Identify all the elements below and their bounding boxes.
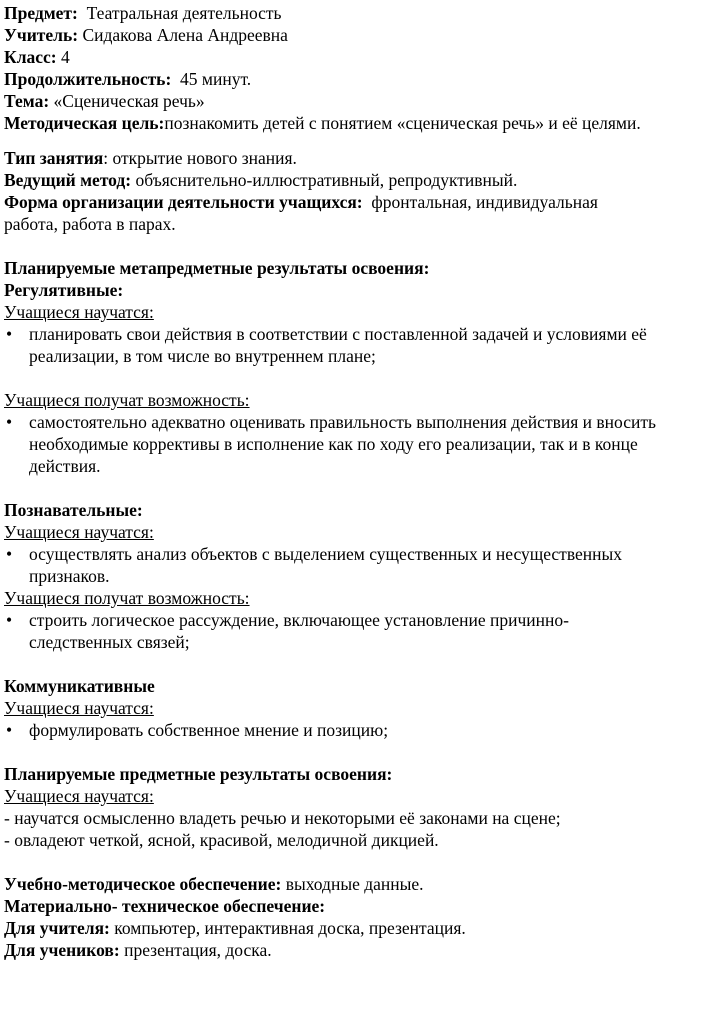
list-item-line: планировать свои действия в соответствии с поставленной задачей и условиями её: [29, 324, 647, 344]
methodical-provision-line: [4, 873, 704, 895]
form-value: фронтальная, индивидуальная: [371, 192, 598, 212]
bullet: •: [6, 412, 13, 432]
regulatory-title: Регулятивные:: [4, 280, 124, 300]
subject-results-title: Планируемые предметные результаты освоения:: [4, 764, 393, 784]
list-item-line: осуществлять анализ объектов с выделением существенных и несущественных: [29, 544, 622, 564]
cognitive-title: Познавательные:: [4, 500, 143, 520]
list-item-line: формулировать собственное мнение и позицию;: [29, 720, 389, 740]
students-provision-label: Для учеников:: [4, 940, 120, 960]
list-item: [4, 543, 704, 587]
topic-line: [4, 90, 704, 112]
goal-label: Методическая цель:: [4, 113, 165, 133]
subject-value: Театральная деятельность: [86, 3, 282, 23]
list-item-line: строить логическое рассуждение, включающее установление причинно-: [29, 610, 569, 630]
goal-value: познакомить детей с понятием «сценическая речь» и её целями.: [164, 113, 641, 133]
students-provision-line: [4, 939, 704, 961]
teacher-provision-label: Для учителя:: [4, 918, 110, 938]
bullet: •: [6, 720, 13, 740]
form-label: Форма организации деятельности учащихся:: [4, 192, 363, 212]
regulatory-learn-label: Учащиеся научатся:: [4, 302, 154, 322]
subject-results-learn-label: Учащиеся научатся:: [4, 786, 154, 806]
list-item: [4, 411, 704, 477]
goal-line: [4, 112, 704, 134]
cognitive-learn-list: [4, 543, 704, 587]
bullet: •: [6, 324, 13, 344]
duration-line: [4, 68, 704, 90]
list-item: [4, 609, 704, 653]
methodical-provision-label: Учебно-методическое обеспечение:: [4, 874, 282, 894]
list-item-line: реализации, в том числе во внутреннем плане;: [29, 346, 376, 366]
bullet: •: [6, 610, 13, 630]
lesson-type-value: : открытие нового знания.: [103, 148, 297, 168]
grade-value: 4: [61, 47, 70, 67]
duration-label: Продолжительность:: [4, 69, 172, 89]
cognitive-opportunity-list: [4, 609, 704, 653]
grade-line: [4, 46, 704, 68]
lesson-type-label: Тип занятия: [4, 148, 104, 168]
list-item: [4, 719, 704, 741]
technical-provision-label: Материально- техническое обеспечение:: [4, 896, 326, 916]
list-item-line: самостоятельно адекватно оценивать правильность выполнения действия и вносить: [29, 412, 656, 432]
subject-results-item: - овладеют четкой, ясной, красивой, мелодичной дикцией.: [4, 830, 439, 850]
communicative-title: Коммуникативные: [4, 676, 155, 696]
list-item-line: необходимые коррективы в исполнение как по ходу его реализации, так и в конце: [29, 434, 638, 454]
teacher-value: Сидакова Алена Андреевна: [82, 25, 288, 45]
methodical-provision-value: выходные данные.: [285, 874, 424, 894]
teacher-label: Учитель:: [4, 25, 79, 45]
communicative-learn-label: Учащиеся научатся:: [4, 698, 154, 718]
form-line: [4, 191, 704, 213]
cognitive-learn-label: Учащиеся научатся:: [4, 522, 154, 542]
regulatory-learn-list: [4, 323, 704, 367]
subject-line: [4, 2, 704, 24]
list-item-line: признаков.: [29, 566, 110, 586]
teacher-line: [4, 24, 704, 46]
subject-label: Предмет:: [4, 3, 78, 23]
communicative-learn-list: [4, 719, 704, 741]
students-provision-value: презентация, доска.: [124, 940, 272, 960]
list-item: [4, 323, 704, 367]
list-item-line: действия.: [29, 456, 101, 476]
list-item-line: следственных связей;: [29, 632, 190, 652]
cognitive-opportunity-label: Учащиеся получат возможность:: [4, 588, 250, 608]
duration-value: 45 минут.: [180, 69, 252, 89]
method-label: Ведущий метод:: [4, 170, 132, 190]
topic-label: Тема:: [4, 91, 50, 111]
regulatory-opportunity-list: [4, 411, 704, 477]
bullet: •: [6, 544, 13, 564]
grade-label: Класс:: [4, 47, 57, 67]
document-content: [4, 2, 704, 961]
topic-value: «Сценическая речь»: [53, 91, 205, 111]
form-line-2: работа, работа в парах.: [4, 214, 176, 234]
subject-results-item: - научатся осмысленно владеть речью и некоторыми её законами на сцене;: [4, 808, 561, 828]
lesson-type-line: [4, 147, 704, 169]
teacher-provision-value: компьютер, интерактивная доска, презентация.: [114, 918, 466, 938]
meta-results-title: Планируемые метапредметные результаты освоения:: [4, 258, 430, 278]
method-value: объяснительно-иллюстративный, репродуктивный.: [135, 170, 518, 190]
method-line: [4, 169, 704, 191]
teacher-provision-line: [4, 917, 704, 939]
regulatory-opportunity-label: Учащиеся получат возможность:: [4, 390, 250, 410]
